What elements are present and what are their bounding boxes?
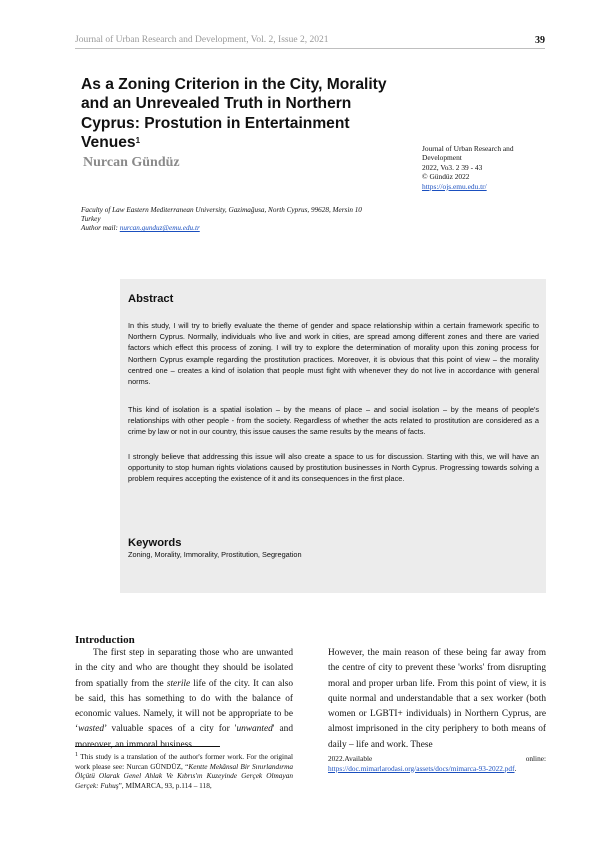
intro-text: life of the city. It can also be said, this has something to do with the balance of economic values. Namely, it will not be appropriate to be ‘ [75, 678, 293, 735]
journal-running-title: Journal of Urban Research and Development, Vol. 2, Issue 2, 2021 [75, 35, 329, 45]
affiliation-line: Faculty of Law Eastern Mediterranean University, Gazimağusa, North Cyprus, 99628, Mersin 10 [81, 206, 362, 214]
author-name: Nurcan Gündüz [83, 155, 180, 170]
footnote-text: This study is a translation of the author's former work. For the original work please see: Nurcan GÜNDÜZ, “ [75, 752, 293, 771]
footnote-available-row [328, 754, 546, 764]
footnote-available: 2022.Available [328, 754, 373, 763]
author-affiliation [81, 206, 421, 234]
title-footnote-marker[interactable]: 1 [135, 135, 141, 145]
footnote-online: online: [525, 754, 546, 763]
article-title [81, 75, 411, 152]
page-number: 39 [535, 35, 545, 46]
intro-emphasis: unwanted [236, 724, 273, 735]
footnote-text: ”, MİMARCA, 93, p.114 – 118, [118, 780, 212, 790]
title-line: Venues [81, 133, 136, 151]
intro-text: ' and moreover, an immoral business. [75, 724, 294, 750]
abstract-heading: Abstract [128, 293, 174, 305]
journal-link[interactable]: https://ojs.emu.edu.tr/ [422, 181, 487, 191]
affiliation-line: Turkey [81, 215, 101, 224]
abstract-box [120, 279, 546, 593]
author-mail-link[interactable]: nurcan.gunduz@emu.edu.tr [119, 224, 200, 233]
footnote-marker: 1 [75, 752, 78, 758]
footnote-link[interactable]: https://doc.mimarlarodasi.org/assets/docs/mimarca-93-2022.pdf [328, 763, 515, 773]
footnote [75, 752, 293, 790]
title-line: Cyprus: Prostution in Entertainment [81, 114, 350, 132]
intro-text: The first step in separating those who are unwanted in the city and who are thought they should be isolated from spatially from the [75, 648, 293, 689]
title-line: and an Unrevealed Truth in Northern [81, 95, 352, 113]
intro-text: ’ valuable spaces of a city for ' [104, 724, 237, 735]
intro-emphasis: sterile [166, 678, 191, 689]
abstract-paragraph: In this study, I will try to briefly evaluate the theme of gender and space relationship within a certain framework specific to Northern Cyprus. Normally, individuals who live and work in cities, are spread among different zones and there are varied factors which effect this process of zoning. I will try to explore the determination of morality upon this zoning process for Northern Cyprus example regarding the prostitution practices. Moreover, it is obvious that this point of view – the morality centred one – creates a kind of isolation that people must fight with whenever they do not live in accordance with general norms. [128, 321, 539, 387]
intro-emphasis: wasted [78, 724, 105, 735]
journal-info-line: © Gündüz 2022 [422, 172, 470, 182]
author-mail [81, 224, 421, 233]
journal-info-line: 2022, Vo3. 2 39 - 43 [422, 162, 483, 172]
author-mail-label: Author mail: [81, 224, 120, 233]
intro-left-column [75, 646, 293, 753]
footnote-continued [328, 754, 546, 773]
footnote-italic: Kentte Mekânsal Bir Sınırlandırma Ölçütü Olarak Genel Ahlak Ve Kıbrıs'ın Kuzeyinde Gerçek Olmayan Gerçek: Fuhuş [75, 761, 293, 790]
title-line: As a Zoning Criterion in the City, Morality [81, 76, 387, 93]
abstract-paragraph: I strongly believe that addressing this issue will also create a space to us for discussion. Starting with this, we will have an opportunity to stop human rights violations caused by prostitution businesses in North Cyprus. Progressing towards solving a problem requires accepting the existence of it and its consequences in the first place. [128, 452, 539, 484]
journal-info-line: Development [422, 153, 462, 163]
keywords-list: Zoning, Morality, Immorality, Prostitution, Segregation [128, 550, 302, 559]
footnote-divider [75, 746, 220, 747]
keywords-heading: Keywords [128, 537, 182, 549]
introduction-heading: Introduction [75, 634, 135, 646]
running-header [75, 35, 545, 49]
footnote-period: . [514, 763, 517, 773]
abstract-paragraph: This kind of isolation is a spatial isolation – by the means of place – and social isolation – by the means of people's relationships with other people - from the society. Regardless of whether the acts related to prostitution are considered as a crime by law or not in our country, this issue causes the same results by the means of facts. [128, 405, 539, 437]
header-divider [75, 48, 545, 49]
journal-info-line: Journal of Urban Research and [422, 144, 514, 153]
footnote-link-row [328, 764, 546, 774]
intro-right-column: However, the main reason of these being far away from the centre of city to prevent these 'works' from disrupting moral and proper urban life. From this point of view, it is quite normal and understandable that a sex worker (both women or LGBTI+ individuals) in Northern Cyprus, are almost imprisoned in the city periphery to both means of daily – life and work. These [328, 648, 546, 750]
journal-info [422, 144, 547, 191]
